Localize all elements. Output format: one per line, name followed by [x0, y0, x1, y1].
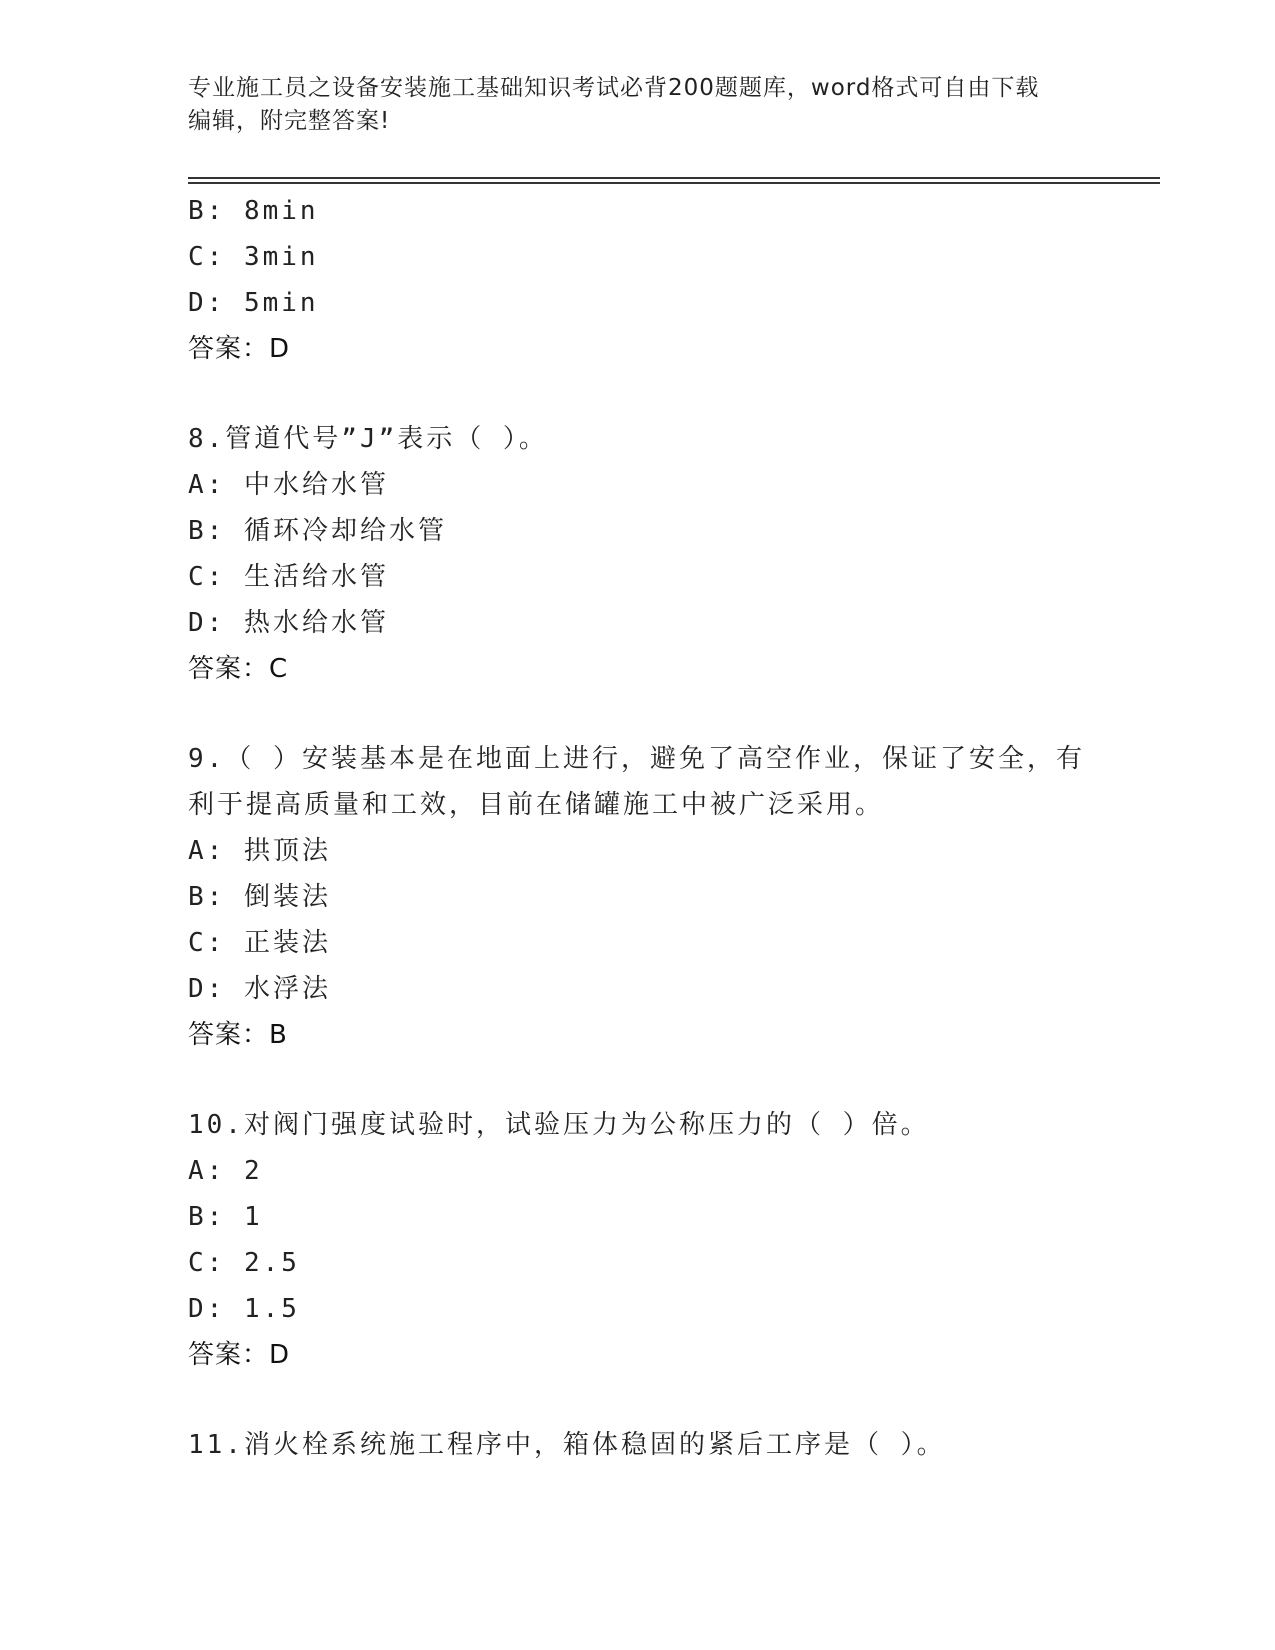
question-text: 8.管道代号”J”表示（ ）。	[188, 424, 548, 454]
option-c: C: 3min	[188, 242, 319, 272]
question-9	[188, 736, 1108, 1058]
answer-label: 答案：C	[188, 654, 289, 684]
option-d: D: 热水给水管	[188, 608, 389, 638]
header-divider-top	[188, 177, 1160, 179]
answer-label: 答案：D	[188, 334, 291, 364]
question-text-line-2: 利于提高质量和工效，目前在储罐施工中被广泛采用。	[188, 790, 885, 820]
answer-label: 答案：D	[188, 1340, 291, 1370]
option-b: B: 8min	[188, 196, 319, 226]
option-c: C: 正装法	[188, 928, 331, 958]
question-8	[188, 416, 1108, 692]
header-line-1: 专业施工员之设备安装施工基础知识考试必背200题题库，word格式可自由下载	[188, 75, 1040, 101]
option-b: B: 1	[188, 1202, 263, 1232]
question-text: 10.对阀门强度试验时，试验压力为公称压力的（ ）倍。	[188, 1110, 930, 1140]
document-body	[188, 188, 1108, 1468]
option-c: C: 2.5	[188, 1248, 300, 1278]
option-b: B: 循环冷却给水管	[188, 516, 447, 546]
option-d: D: 5min	[188, 288, 319, 318]
question-11	[188, 1422, 1108, 1468]
question-text-line-1: 9.（ ）安装基本是在地面上进行，避免了高空作业，保证了安全，有	[188, 744, 1085, 774]
option-a: A: 中水给水管	[188, 470, 389, 500]
header-line-2: 编辑，附完整答案!	[188, 108, 391, 134]
question-7-continued	[188, 188, 1108, 372]
question-text: 11.消火栓系统施工程序中，箱体稳固的紧后工序是（ ）。	[188, 1430, 946, 1460]
header-divider-bottom	[188, 182, 1160, 184]
option-c: C: 生活给水管	[188, 562, 389, 592]
document-header	[188, 72, 1088, 138]
option-d: D: 水浮法	[188, 974, 331, 1004]
option-b: B: 倒装法	[188, 882, 331, 912]
option-a: A: 拱顶法	[188, 836, 331, 866]
option-d: D: 1.5	[188, 1294, 300, 1324]
answer-label: 答案：B	[188, 1020, 288, 1050]
question-10	[188, 1102, 1108, 1378]
option-a: A: 2	[188, 1156, 263, 1186]
